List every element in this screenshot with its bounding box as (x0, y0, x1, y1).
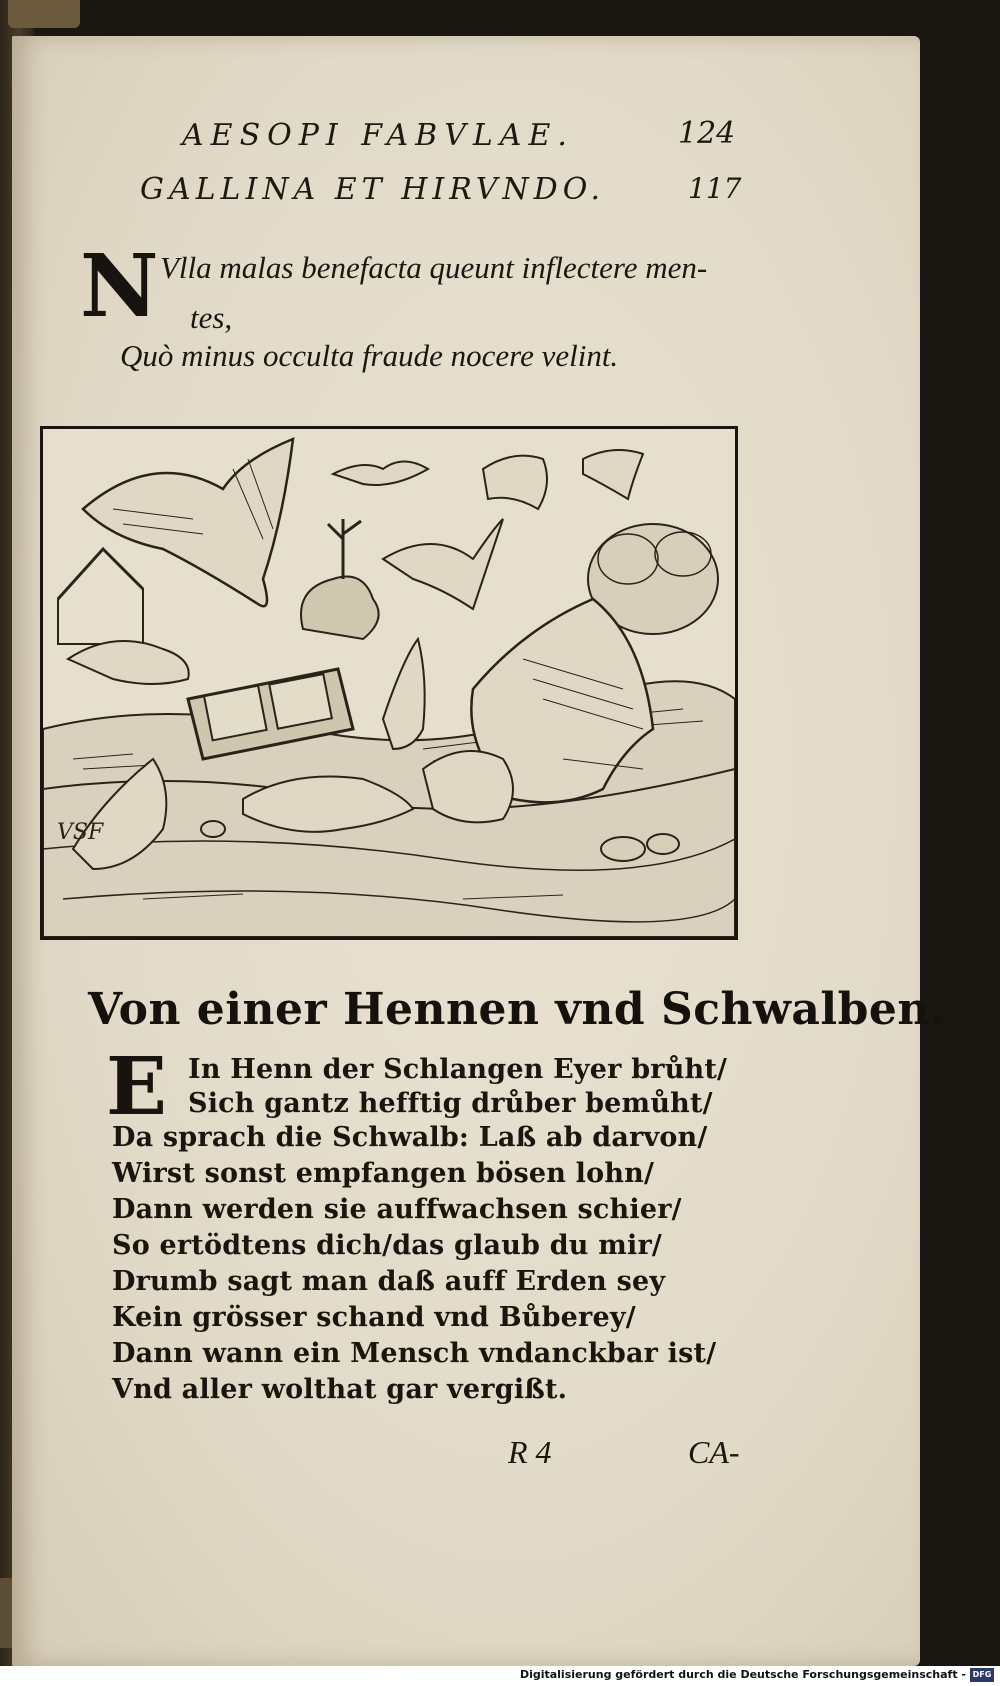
german-title: Von einer Hennen vnd Schwalben. (88, 984, 946, 1035)
signature-mark: R 4 (508, 1434, 552, 1470)
verse-line: Dann werden sie auffwachsen schier/ (112, 1194, 682, 1225)
catchword: CA- (688, 1434, 740, 1470)
footer-bar (0, 1666, 1000, 1686)
dfg-logo-icon: DFG (970, 1668, 994, 1682)
verse-line: Sich gantz hefftig drůber bemůht/ (188, 1088, 713, 1119)
verse-line: So ertödtens dich/das glaub du mir/ (112, 1230, 662, 1261)
book-cover-tab (8, 0, 80, 28)
woodcut-illustration (40, 426, 738, 940)
verse-line: Da sprach die Schwalb: Laß ab darvon/ (112, 1122, 708, 1153)
verse-line: Drumb sagt man daß auff Erden sey (112, 1266, 666, 1297)
latin-initial: N (80, 236, 159, 337)
latin-line-2: tes, (190, 300, 233, 335)
folio-number-secondary: 117 (688, 172, 742, 205)
verse-line: Kein grösser schand vnd Bůberey/ (112, 1302, 636, 1333)
verse-line: Dann wann ein Mensch vndanckbar ist/ (112, 1338, 717, 1369)
folio-number: 124 (678, 116, 736, 151)
latin-line-1: Vlla malas benefacta queunt inflectere men- (160, 250, 708, 285)
fable-title: GALLINA ET HIRVNDO. (140, 172, 606, 207)
verse-line: Vnd aller wolthat gar vergißt. (112, 1374, 568, 1405)
woodcut-birds-scene (43, 429, 735, 937)
verse-line: Wirst sonst empfangen bösen lohn/ (112, 1158, 655, 1189)
latin-line-3: Quò minus occulta fraude nocere velint. (120, 338, 619, 373)
woodcut-monogram: VSF (57, 820, 104, 845)
running-title: AESOPI FABVLAE. (182, 118, 574, 153)
german-initial: E (106, 1039, 167, 1133)
verse-line: In Henn der Schlangen Eyer brůht/ (188, 1054, 728, 1085)
footer-credit: Digitalisierung gefördert durch die Deutsche Forschungsgemeinschaft - (519, 1668, 966, 1681)
